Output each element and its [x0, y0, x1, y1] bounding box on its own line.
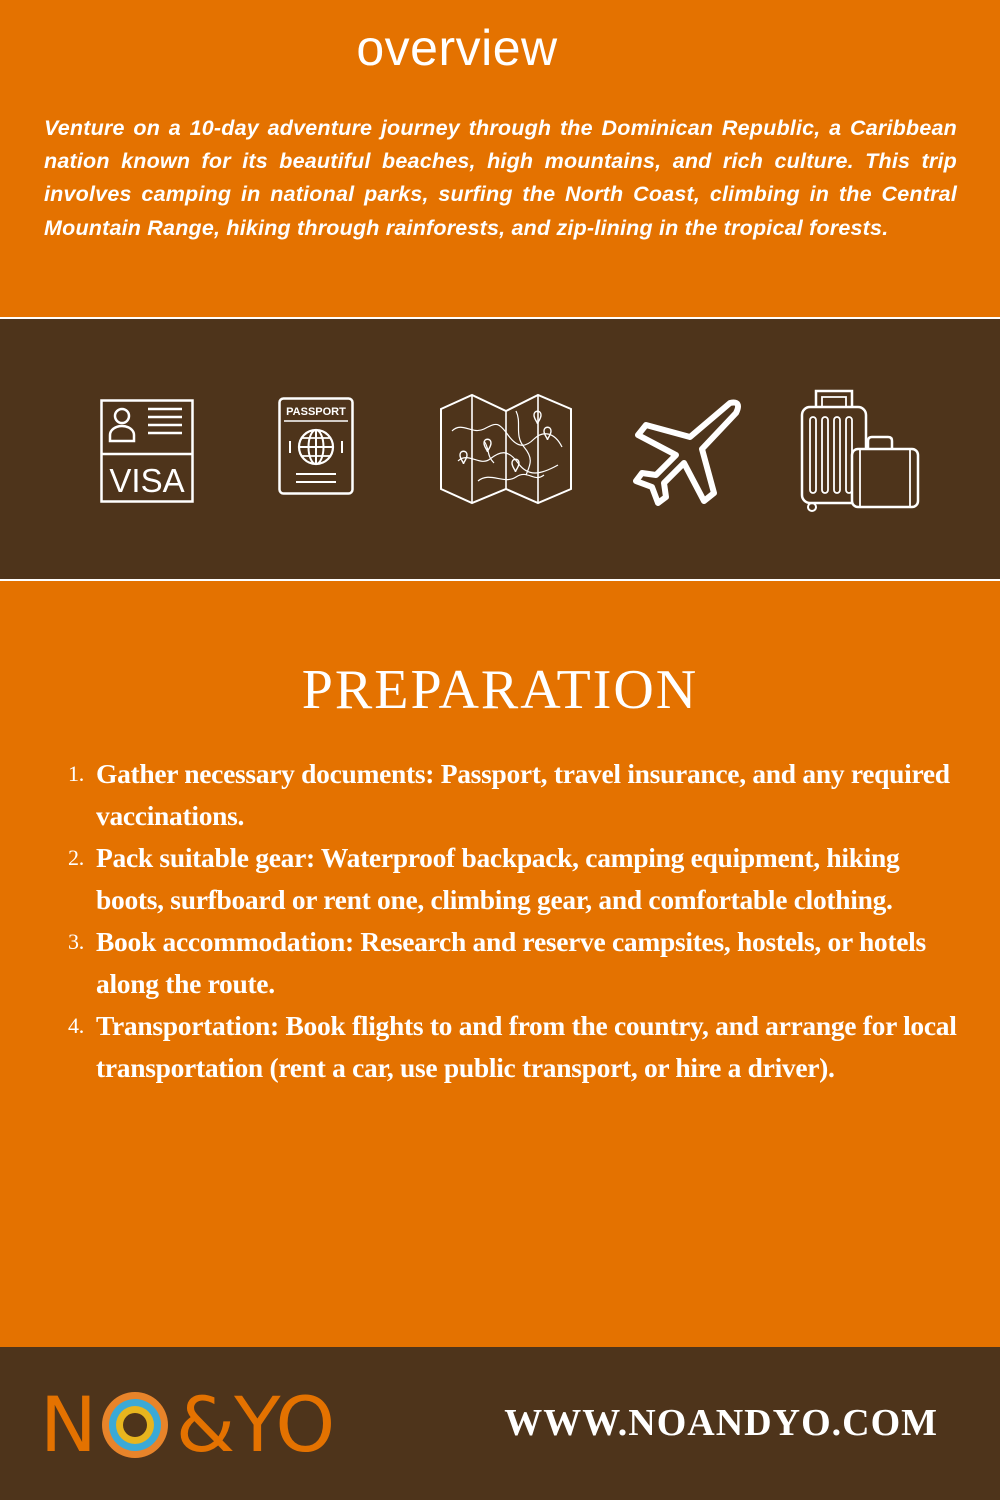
list-item [68, 921, 966, 1005]
list-item [68, 837, 966, 921]
passport-icon [278, 397, 354, 495]
logo-ring-icon [98, 1388, 172, 1462]
luggage-icon [800, 387, 922, 513]
airplane-icon [630, 397, 744, 511]
divider-bottom [0, 579, 1000, 581]
passport-label: PASSPORT [286, 406, 346, 418]
list-item-text: Gather necessary documents: Passport, travel insurance, and any required vaccinations. [96, 758, 950, 831]
footer [0, 1347, 1000, 1500]
list-item-number: 1. [68, 761, 84, 786]
list-item [68, 1005, 966, 1089]
brand-logo[interactable] [40, 1380, 335, 1469]
logo-text-right: &YO [175, 1380, 335, 1469]
list-item-text: Transportation: Book flights to and from the country, and arrange for local transportation (rent a car, use public transport, or hire a driver). [96, 1010, 957, 1083]
overview-title: overview [356, 20, 558, 76]
list-item-number: 4. [68, 1013, 84, 1038]
list-item-number: 3. [68, 929, 84, 954]
logo-text-left: N [40, 1380, 96, 1469]
map-icon [438, 391, 574, 507]
visa-icon [100, 399, 194, 503]
list-item-number: 2. [68, 845, 84, 870]
preparation-list [68, 753, 966, 1089]
preparation-title: PREPARATION [301, 659, 699, 721]
icon-band [0, 319, 1000, 579]
overview-section [0, 0, 1000, 317]
list-item-text: Pack suitable gear: Waterproof backpack, camping equipment, hiking boots, surfboard or rent one, climbing gear, and comfortable clothing. [96, 842, 900, 915]
list-item-text: Book accommodation: Research and reserve campsites, hostels, or hotels along the route. [96, 926, 926, 999]
overview-text: Venture on a 10-day adventure journey through the Dominican Republic, a Caribbean nation known for its beautiful beaches, high mountains, and rich culture. This trip involves camping in national parks, surfing the North Coast, climbing in the Central Mountain Range, hiking through rainforests, and zip-lining in the tropical forests. [44, 116, 957, 240]
visa-label: VISA [109, 462, 185, 499]
website-link[interactable]: WWW.NOANDYO.COM [504, 1402, 938, 1444]
list-item [68, 753, 966, 837]
